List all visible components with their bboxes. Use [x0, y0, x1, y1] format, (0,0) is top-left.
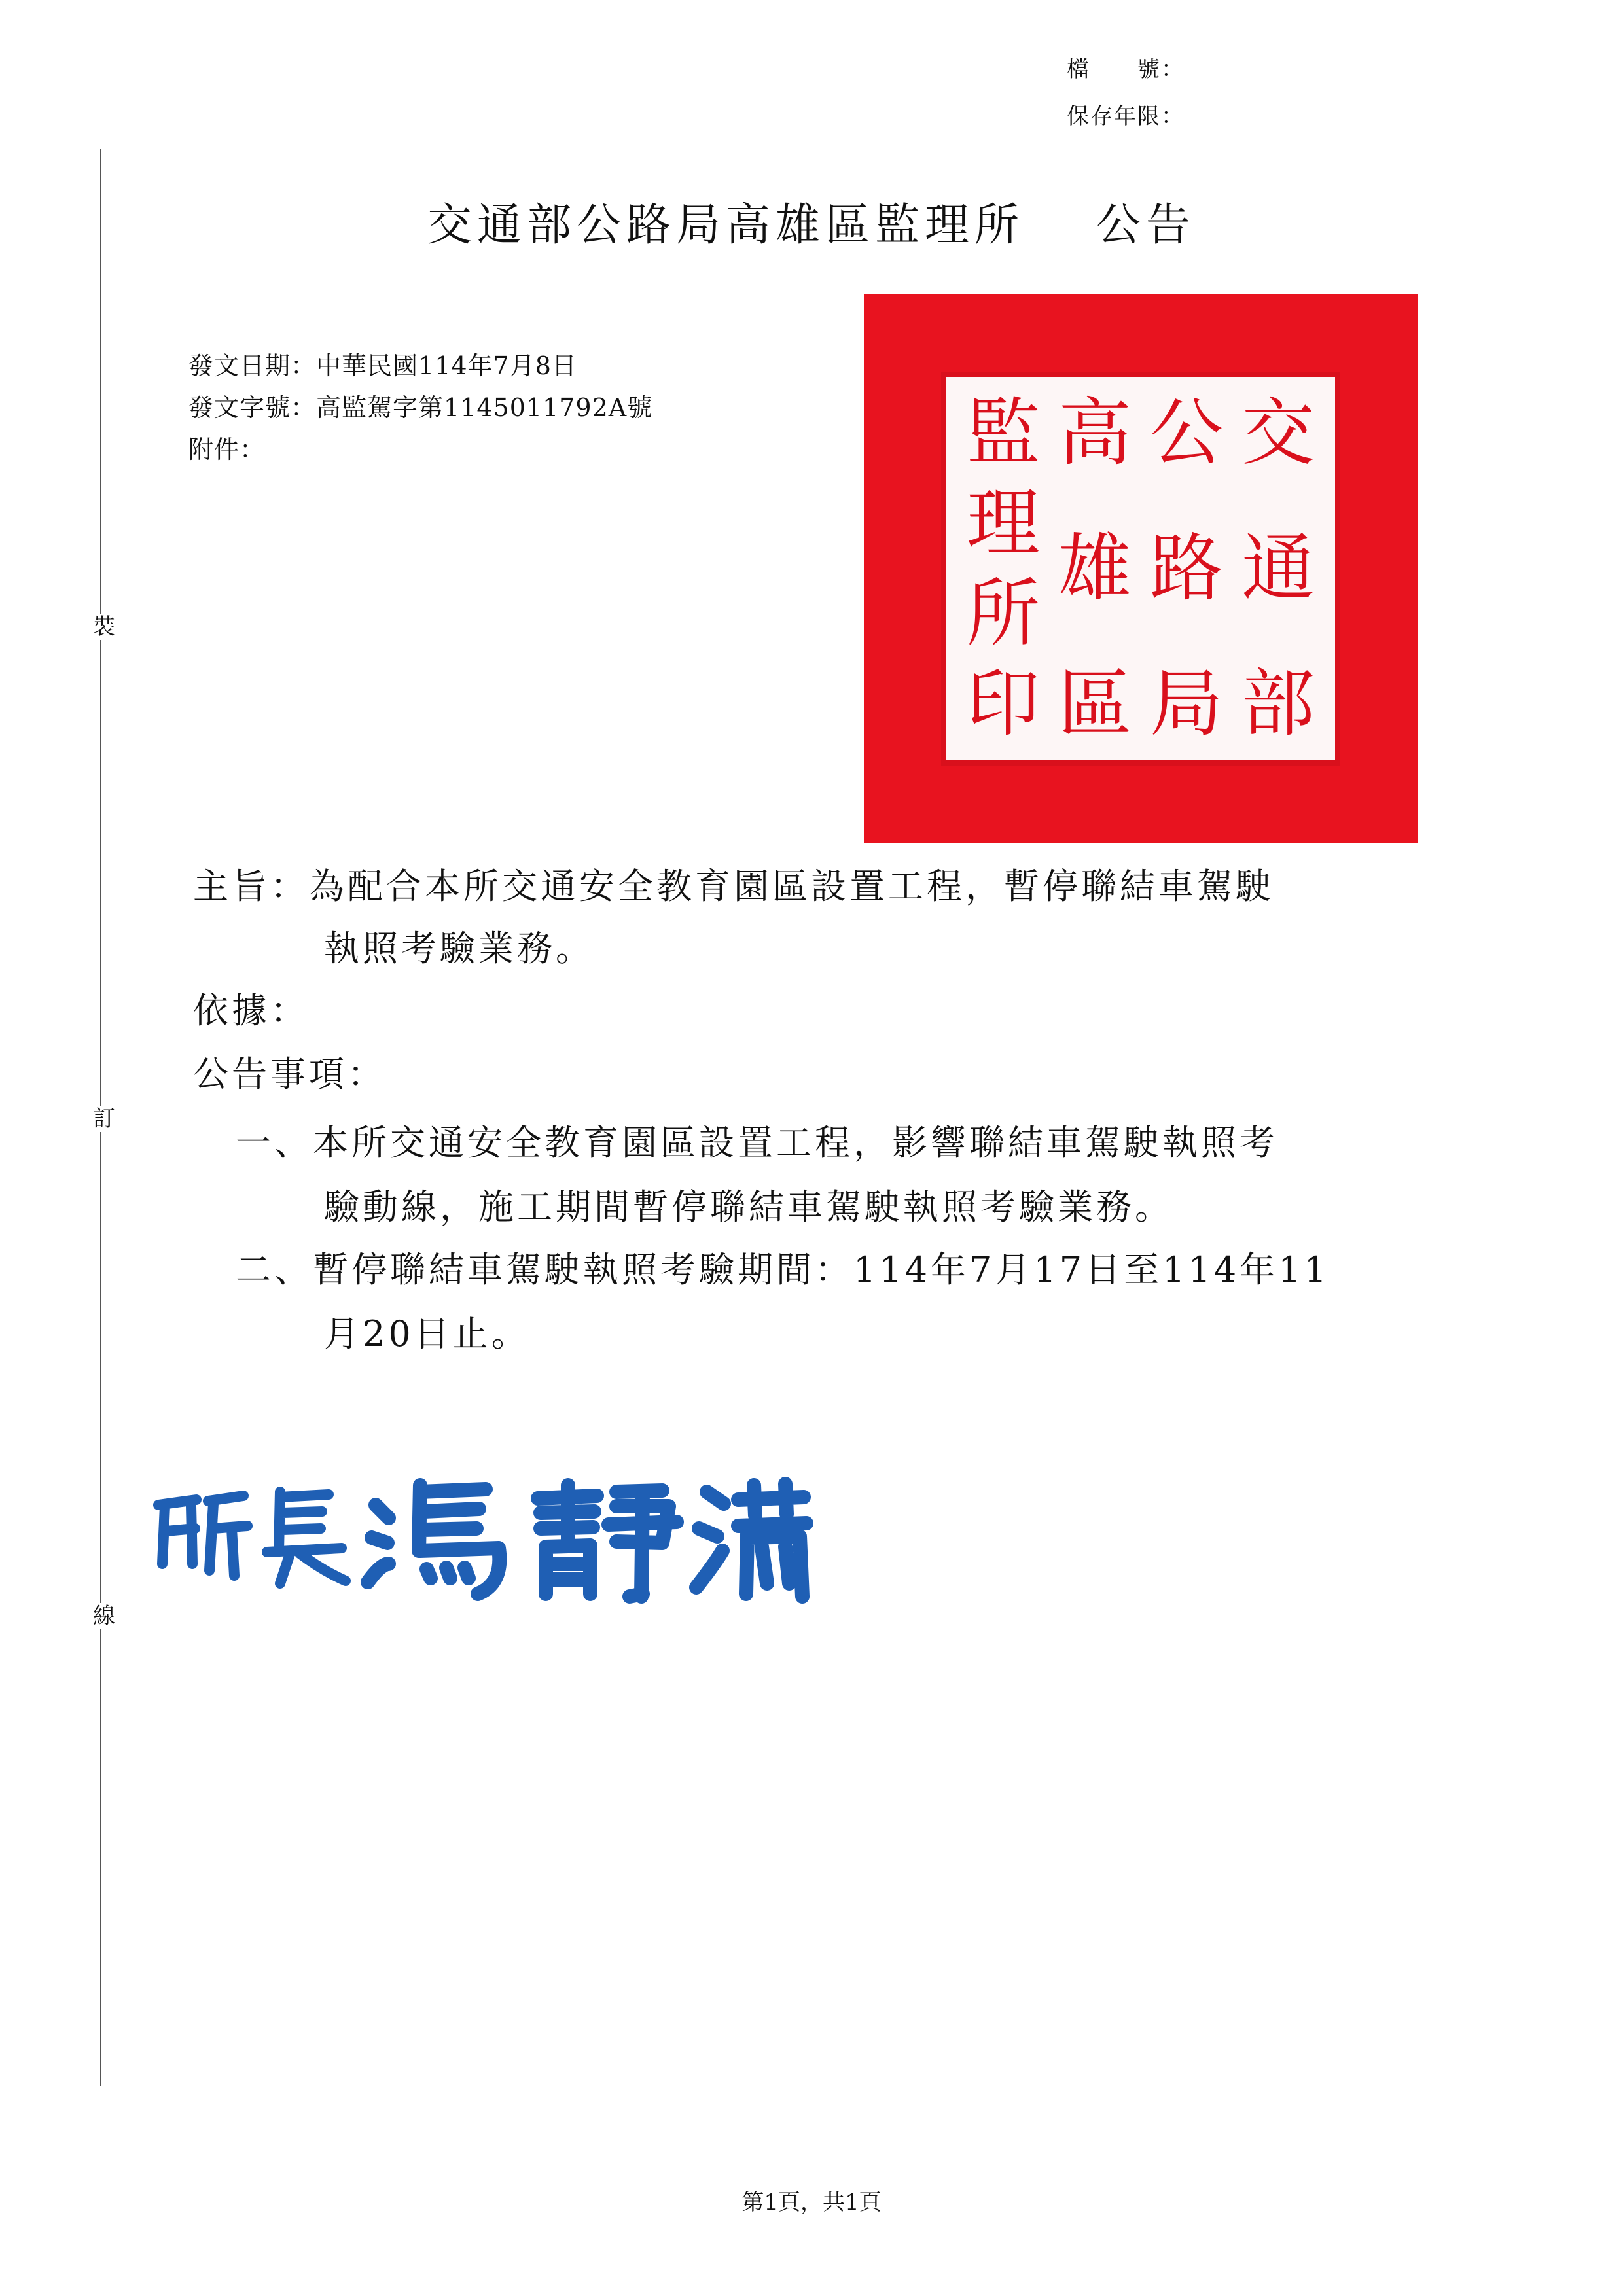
director-signature: [145, 1466, 813, 1610]
page-number: 第1頁，共1頁: [741, 2189, 882, 2216]
seal-char: 區: [1058, 662, 1132, 747]
subject-line-2: 執照考驗業務。: [324, 928, 594, 969]
seal-face: [941, 372, 1340, 766]
seal-char: 公: [1150, 391, 1223, 476]
seal-char: 交: [1241, 391, 1315, 476]
seal-char: 理: [967, 481, 1040, 566]
seal-char: 通: [1241, 526, 1315, 611]
item-1-line-2: 驗動線，施工期間暫停聯結車駕駛執照考驗業務。: [324, 1186, 1173, 1227]
official-seal: [864, 294, 1418, 843]
subject-line-1: [193, 866, 1274, 907]
item-marker: 二、: [236, 1249, 313, 1290]
attachment-label: 附件：: [188, 435, 266, 464]
announcement-items-label: 公告事項：: [193, 1053, 386, 1095]
seal-char: 部: [1241, 662, 1315, 747]
seal-column-1: [1236, 391, 1321, 746]
issue-date-label: 發文日期：: [188, 351, 317, 380]
agency-name: 交通部公路局高雄區監理所: [427, 200, 1024, 251]
item-marker: 一、: [236, 1122, 313, 1163]
document-type: 公告: [1096, 200, 1196, 251]
retention-period-label: 保存年限：: [1067, 103, 1185, 130]
item-1-line-1: [236, 1122, 1278, 1163]
seal-char: 局: [1150, 662, 1223, 747]
document-title: [0, 190, 1623, 253]
seal-column-3: [1052, 391, 1137, 746]
seal-char: 監: [967, 391, 1040, 476]
reference-number-label: 發文字號：: [188, 393, 317, 422]
seal-column-4: [961, 391, 1046, 746]
file-number-label: 檔 號：: [1067, 56, 1185, 82]
attachment-row: [188, 429, 265, 465]
binding-mark-ding: 訂: [93, 1106, 115, 1132]
item-text: 暫停聯結車駕駛執照考驗期間：114年7月17日至114年11: [313, 1249, 1330, 1290]
seal-column-2: [1144, 391, 1229, 746]
seal-char: 路: [1150, 526, 1223, 611]
reference-number-value: 高監駕字第1145011792A號: [316, 393, 653, 422]
binding-mark-zhuang: 裝: [93, 614, 115, 640]
issue-date-row: [188, 345, 577, 381]
issue-date-value: 中華民國114年7月8日: [316, 351, 577, 380]
item-2-line-1: [236, 1249, 1330, 1290]
basis-label: 依據：: [193, 990, 309, 1031]
subject-label: 主旨：: [193, 866, 309, 907]
subject-text: 為配合本所交通安全教育園區設置工程，暫停聯結車駕駛: [309, 866, 1274, 907]
seal-char: 雄: [1058, 526, 1132, 611]
seal-char: 印: [967, 662, 1040, 747]
binding-mark-xian: 線: [93, 1603, 115, 1629]
signature-image: [145, 1466, 813, 1610]
reference-number-row: [188, 387, 652, 423]
seal-characters: [961, 391, 1321, 746]
seal-char: 所: [967, 571, 1040, 656]
item-text: 本所交通安全教育園區設置工程，影響聯結車駕駛執照考: [313, 1122, 1278, 1163]
seal-char: 高: [1058, 391, 1132, 476]
item-2-line-2: 月20日止。: [324, 1313, 530, 1354]
